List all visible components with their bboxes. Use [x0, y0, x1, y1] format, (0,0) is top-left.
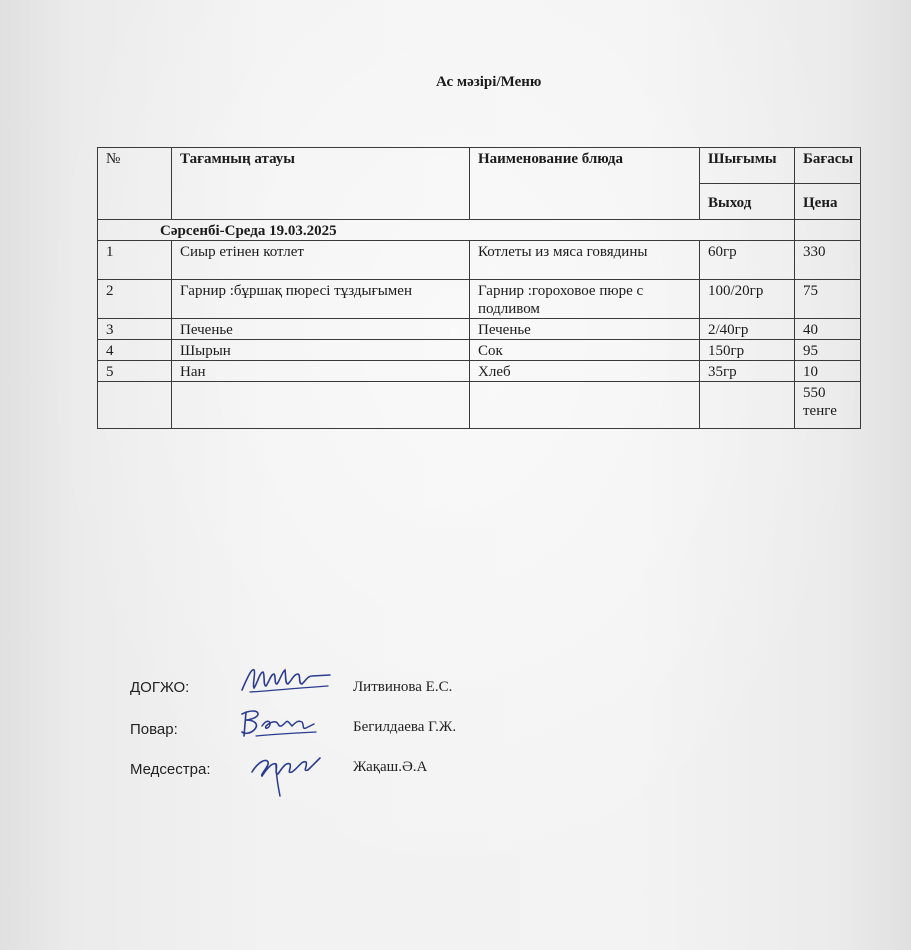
- day-label: Сәрсенбі-Среда 19.03.2025: [98, 220, 795, 241]
- row-yield: 35гр: [700, 361, 795, 382]
- row-name-kz: Гарнир :бұршақ пюресі тұздығымен: [172, 280, 470, 319]
- total-row: [98, 382, 861, 429]
- row-price: 330: [795, 241, 861, 280]
- page-title: Ас мәзірі/Меню: [436, 74, 542, 90]
- header-yield-kz: Шығымы: [700, 148, 795, 184]
- day-row: [98, 220, 861, 241]
- table-row: [98, 241, 861, 280]
- row-name-ru: Гарнир :гороховое пюре с подливом: [470, 280, 700, 319]
- row-name-kz: Шырын: [172, 340, 470, 361]
- row-num: 1: [98, 241, 172, 280]
- signature-name-cook: Бегилдаева Г.Ж.: [353, 719, 457, 735]
- row-name-ru: Печенье: [470, 319, 700, 340]
- day-row-empty: [795, 220, 861, 241]
- menu-table: [97, 147, 861, 429]
- row-num: 5: [98, 361, 172, 382]
- signature-name-nurse: Жақаш.Ә.А: [353, 759, 428, 775]
- total-empty-num: [98, 382, 172, 429]
- header-name-kz: Тағамның атауы: [172, 148, 470, 220]
- total-empty-kz: [172, 382, 470, 429]
- table-header-row: [98, 148, 861, 184]
- signature-scribble-icon: [236, 706, 320, 740]
- signature-name-dogzho: Литвинова Е.С.: [353, 679, 453, 695]
- row-yield: 100/20гр: [700, 280, 795, 319]
- table-row: [98, 280, 861, 319]
- row-name-ru: Хлеб: [470, 361, 700, 382]
- signature-role-cook: Повар:: [130, 721, 178, 738]
- row-name-ru: Сок: [470, 340, 700, 361]
- row-yield: 150гр: [700, 340, 795, 361]
- row-yield: 2/40гр: [700, 319, 795, 340]
- row-name-kz: Печенье: [172, 319, 470, 340]
- header-name-ru: Наименование блюда: [470, 148, 700, 220]
- total-empty-yield: [700, 382, 795, 429]
- total-empty-ru: [470, 382, 700, 429]
- table-row: [98, 361, 861, 382]
- row-price: 75: [795, 280, 861, 319]
- signature-scribble-icon: [246, 748, 326, 800]
- signature-role-nurse: Медсестра:: [130, 761, 211, 778]
- header-price-kz: Бағасы: [795, 148, 861, 184]
- row-yield: 60гр: [700, 241, 795, 280]
- table-row: [98, 340, 861, 361]
- signature-scribble-icon: [238, 662, 336, 696]
- row-num: 2: [98, 280, 172, 319]
- row-price: 95: [795, 340, 861, 361]
- row-num: 3: [98, 319, 172, 340]
- table-row: [98, 319, 861, 340]
- total-price: 550 тенге: [795, 382, 861, 429]
- row-name-kz: Нан: [172, 361, 470, 382]
- header-num: №: [98, 148, 172, 220]
- row-num: 4: [98, 340, 172, 361]
- header-price-ru: Цена: [795, 184, 861, 220]
- signature-role-dogzho: ДОГЖО:: [130, 679, 190, 696]
- header-yield-ru: Выход: [700, 184, 795, 220]
- row-price: 10: [795, 361, 861, 382]
- row-name-ru: Котлеты из мяса говядины: [470, 241, 700, 280]
- row-price: 40: [795, 319, 861, 340]
- row-name-kz: Сиыр етінен котлет: [172, 241, 470, 280]
